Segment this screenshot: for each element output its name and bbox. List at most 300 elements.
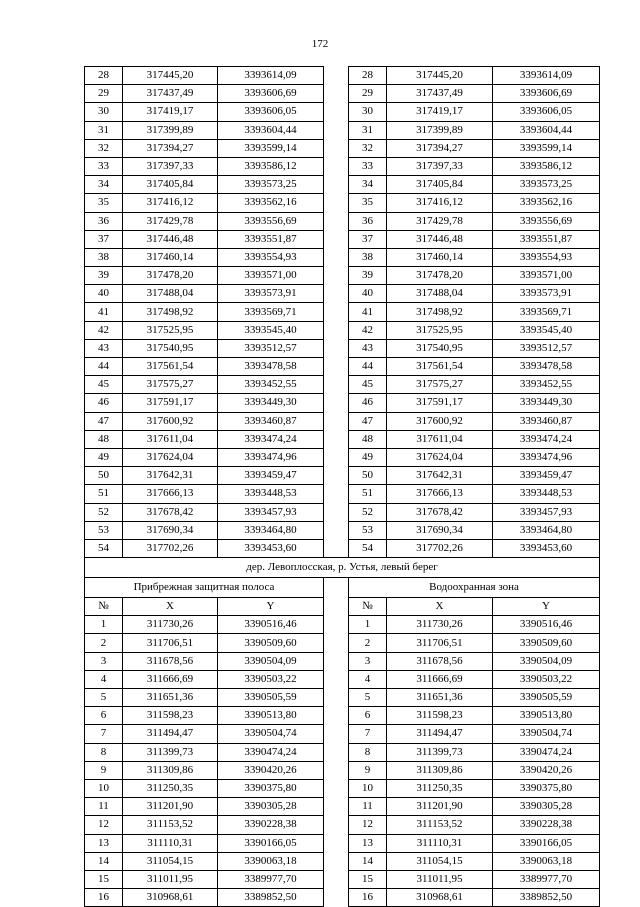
right-x-value: 317446,48 (387, 230, 493, 248)
header-row (85, 598, 600, 616)
gap-cell (324, 303, 349, 321)
right-point-number: 16 (349, 889, 387, 907)
right-point-number: 51 (349, 485, 387, 503)
right-point-number: 42 (349, 321, 387, 339)
left-y-value: 3390228,38 (218, 816, 324, 834)
left-point-number: 29 (85, 85, 123, 103)
table-row (85, 85, 600, 103)
gap-cell (324, 67, 349, 85)
left-y-value: 3390509,60 (218, 634, 324, 652)
gap-cell (324, 670, 349, 688)
section-title-row (85, 558, 600, 578)
right-x-value: 317624,04 (387, 448, 493, 466)
table-row (85, 248, 600, 266)
table-row (85, 103, 600, 121)
gap-cell (324, 743, 349, 761)
right-point-number: 35 (349, 194, 387, 212)
left-x-value: 317429,78 (123, 212, 218, 230)
table-row (85, 539, 600, 557)
left-point-number: 16 (85, 889, 123, 907)
right-x-value: 317611,04 (387, 430, 493, 448)
right-point-number: 38 (349, 248, 387, 266)
left-x-value: 317405,84 (123, 176, 218, 194)
right-x-value: 311666,69 (387, 670, 493, 688)
left-x-value: 317478,20 (123, 267, 218, 285)
left-y-value: 3390375,80 (218, 779, 324, 797)
left-point-number: 31 (85, 121, 123, 139)
right-y-value: 3390504,09 (493, 652, 600, 670)
left-y-value: 3393464,80 (218, 521, 324, 539)
left-y-value: 3393478,58 (218, 358, 324, 376)
left-point-number: 13 (85, 834, 123, 852)
left-x-value: 311054,15 (123, 852, 218, 870)
right-point-number: 5 (349, 689, 387, 707)
gap-cell (324, 798, 349, 816)
right-x-value: 317394,27 (387, 139, 493, 157)
right-x-value: 311054,15 (387, 852, 493, 870)
left-y-value: 3393586,12 (218, 157, 324, 175)
left-x-value: 311666,69 (123, 670, 218, 688)
table-row (85, 503, 600, 521)
left-y-value: 3393554,93 (218, 248, 324, 266)
right-x-value: 317690,34 (387, 521, 493, 539)
left-header-x: X (123, 598, 218, 616)
left-point-number: 10 (85, 779, 123, 797)
coordinates-table (84, 66, 600, 907)
table-row (85, 816, 600, 834)
left-y-value: 3393599,14 (218, 139, 324, 157)
left-x-value: 317561,54 (123, 358, 218, 376)
right-x-value: 317478,20 (387, 267, 493, 285)
right-x-value: 311309,86 (387, 761, 493, 779)
table-row (85, 376, 600, 394)
table-row (85, 267, 600, 285)
right-y-value: 3393604,44 (493, 121, 600, 139)
left-y-value: 3393460,87 (218, 412, 324, 430)
gap-cell (324, 503, 349, 521)
gap-cell (324, 578, 349, 598)
right-header-y: Y (493, 598, 600, 616)
right-x-value: 310968,61 (387, 889, 493, 907)
table-row (85, 852, 600, 870)
right-point-number: 7 (349, 725, 387, 743)
table-row (85, 889, 600, 907)
right-y-value: 3390166,05 (493, 834, 600, 852)
left-point-number: 30 (85, 103, 123, 121)
right-point-number: 30 (349, 103, 387, 121)
left-y-value: 3393571,00 (218, 267, 324, 285)
left-point-number: 28 (85, 67, 123, 85)
left-header-no: № (85, 598, 123, 616)
section-title: дер. Левоплосская, р. Устья, левый берег (85, 558, 600, 578)
left-x-value: 317702,26 (123, 539, 218, 557)
left-point-number: 33 (85, 157, 123, 175)
table-row (85, 157, 600, 175)
right-y-value: 3390063,18 (493, 852, 600, 870)
top-rows (85, 67, 600, 558)
right-point-number: 49 (349, 448, 387, 466)
right-point-number: 43 (349, 339, 387, 357)
right-y-value: 3393460,87 (493, 412, 600, 430)
left-x-value: 317540,95 (123, 339, 218, 357)
right-y-value: 3393606,69 (493, 85, 600, 103)
gap-cell (324, 230, 349, 248)
right-y-value: 3393452,55 (493, 376, 600, 394)
right-x-value: 317678,42 (387, 503, 493, 521)
right-y-value: 3393599,14 (493, 139, 600, 157)
left-point-number: 49 (85, 448, 123, 466)
left-y-value: 3393452,55 (218, 376, 324, 394)
right-point-number: 32 (349, 139, 387, 157)
right-point-number: 15 (349, 870, 387, 888)
gap-cell (324, 539, 349, 557)
gap-cell (324, 634, 349, 652)
right-x-value: 311011,95 (387, 870, 493, 888)
right-point-number: 3 (349, 652, 387, 670)
right-y-value: 3393448,53 (493, 485, 600, 503)
gap-cell (324, 394, 349, 412)
right-x-value: 311678,56 (387, 652, 493, 670)
left-point-number: 15 (85, 870, 123, 888)
left-x-value: 311598,23 (123, 707, 218, 725)
right-x-value: 311598,23 (387, 707, 493, 725)
left-x-value: 317397,33 (123, 157, 218, 175)
gap-cell (324, 248, 349, 266)
left-header-y: Y (218, 598, 324, 616)
left-y-value: 3393512,57 (218, 339, 324, 357)
right-point-number: 1 (349, 616, 387, 634)
gap-cell (324, 598, 349, 616)
left-point-number: 39 (85, 267, 123, 285)
gap-cell (324, 121, 349, 139)
page-number: 172 (311, 38, 329, 50)
table-row (85, 725, 600, 743)
table-row (85, 634, 600, 652)
left-y-value: 3389977,70 (218, 870, 324, 888)
gap-cell (324, 816, 349, 834)
right-point-number: 8 (349, 743, 387, 761)
gap-cell (324, 616, 349, 634)
right-point-number: 33 (349, 157, 387, 175)
right-x-value: 311494,47 (387, 725, 493, 743)
left-x-value: 317437,49 (123, 85, 218, 103)
left-y-value: 3390513,80 (218, 707, 324, 725)
table-row (85, 779, 600, 797)
left-x-value: 317591,17 (123, 394, 218, 412)
left-y-value: 3390420,26 (218, 761, 324, 779)
left-y-value: 3393459,47 (218, 467, 324, 485)
right-y-value: 3393459,47 (493, 467, 600, 485)
left-point-number: 6 (85, 707, 123, 725)
right-x-value: 317437,49 (387, 85, 493, 103)
left-point-number: 14 (85, 852, 123, 870)
left-point-number: 9 (85, 761, 123, 779)
left-point-number: 43 (85, 339, 123, 357)
table-row (85, 689, 600, 707)
left-y-value: 3390305,28 (218, 798, 324, 816)
left-y-value: 3393545,40 (218, 321, 324, 339)
gap-cell (324, 761, 349, 779)
left-x-value: 311678,56 (123, 652, 218, 670)
gap-cell (324, 85, 349, 103)
right-point-number: 39 (349, 267, 387, 285)
gap-cell (324, 267, 349, 285)
right-x-value: 317600,92 (387, 412, 493, 430)
left-point-number: 47 (85, 412, 123, 430)
left-point-number: 48 (85, 430, 123, 448)
table-row (85, 339, 600, 357)
left-x-value: 317575,27 (123, 376, 218, 394)
gap-cell (324, 521, 349, 539)
left-point-number: 2 (85, 634, 123, 652)
left-y-value: 3390063,18 (218, 852, 324, 870)
right-x-value: 317460,14 (387, 248, 493, 266)
right-point-number: 48 (349, 430, 387, 448)
right-x-value: 311651,36 (387, 689, 493, 707)
gap-cell (324, 485, 349, 503)
right-point-number: 44 (349, 358, 387, 376)
right-point-number: 13 (349, 834, 387, 852)
left-point-number: 34 (85, 176, 123, 194)
right-y-value: 3389852,50 (493, 889, 600, 907)
left-point-number: 51 (85, 485, 123, 503)
left-y-value: 3393562,16 (218, 194, 324, 212)
table-row (85, 394, 600, 412)
right-y-value: 3393614,09 (493, 67, 600, 85)
left-y-value: 3393573,91 (218, 285, 324, 303)
left-y-value: 3393448,53 (218, 485, 324, 503)
right-x-value: 317445,20 (387, 67, 493, 85)
left-x-value: 317525,95 (123, 321, 218, 339)
left-x-value: 317678,42 (123, 503, 218, 521)
left-point-number: 3 (85, 652, 123, 670)
left-y-value: 3390504,09 (218, 652, 324, 670)
right-y-value: 3393606,05 (493, 103, 600, 121)
left-y-value: 3390503,22 (218, 670, 324, 688)
gap-cell (324, 339, 349, 357)
left-point-number: 41 (85, 303, 123, 321)
table-row (85, 448, 600, 466)
left-x-value: 317460,14 (123, 248, 218, 266)
right-x-value: 317399,89 (387, 121, 493, 139)
right-x-value: 317642,31 (387, 467, 493, 485)
gap-cell (324, 889, 349, 907)
right-x-value: 311153,52 (387, 816, 493, 834)
right-x-value: 317591,17 (387, 394, 493, 412)
gap-cell (324, 448, 349, 466)
right-point-number: 37 (349, 230, 387, 248)
gap-cell (324, 707, 349, 725)
right-point-number: 14 (349, 852, 387, 870)
right-header-no: № (349, 598, 387, 616)
table-row (85, 834, 600, 852)
right-point-number: 50 (349, 467, 387, 485)
table-row (85, 194, 600, 212)
gap-cell (324, 870, 349, 888)
gap-cell (324, 689, 349, 707)
left-y-value: 3393457,93 (218, 503, 324, 521)
left-y-value: 3393453,60 (218, 539, 324, 557)
right-y-value: 3393573,25 (493, 176, 600, 194)
right-point-number: 12 (349, 816, 387, 834)
right-y-value: 3390505,59 (493, 689, 600, 707)
left-y-value: 3390166,05 (218, 834, 324, 852)
gap-cell (324, 725, 349, 743)
right-x-value: 317416,12 (387, 194, 493, 212)
right-point-number: 11 (349, 798, 387, 816)
right-y-value: 3393474,96 (493, 448, 600, 466)
right-point-number: 9 (349, 761, 387, 779)
right-point-number: 4 (349, 670, 387, 688)
left-y-value: 3393604,44 (218, 121, 324, 139)
right-point-number: 41 (349, 303, 387, 321)
table-row (85, 521, 600, 539)
right-x-value: 311201,90 (387, 798, 493, 816)
table-row (85, 176, 600, 194)
table-row (85, 430, 600, 448)
left-x-value: 317666,13 (123, 485, 218, 503)
right-y-value: 3393453,60 (493, 539, 600, 557)
right-y-value: 3390305,28 (493, 798, 600, 816)
right-point-number: 54 (349, 539, 387, 557)
right-x-value: 311250,35 (387, 779, 493, 797)
left-y-value: 3390516,46 (218, 616, 324, 634)
left-x-value: 311250,35 (123, 779, 218, 797)
right-x-value: 317498,92 (387, 303, 493, 321)
left-point-number: 32 (85, 139, 123, 157)
table-row (85, 670, 600, 688)
right-y-value: 3390509,60 (493, 634, 600, 652)
right-x-value: 311399,73 (387, 743, 493, 761)
gap-cell (324, 139, 349, 157)
gap-cell (324, 430, 349, 448)
right-y-value: 3390503,22 (493, 670, 600, 688)
left-point-number: 5 (85, 689, 123, 707)
left-y-value: 3390505,59 (218, 689, 324, 707)
right-y-value: 3390513,80 (493, 707, 600, 725)
right-point-number: 34 (349, 176, 387, 194)
table-row (85, 412, 600, 430)
left-y-value: 3393573,25 (218, 176, 324, 194)
zone-title-row (85, 578, 600, 598)
left-y-value: 3390474,24 (218, 743, 324, 761)
right-x-value: 317397,33 (387, 157, 493, 175)
table-row (85, 321, 600, 339)
right-point-number: 31 (349, 121, 387, 139)
right-x-value: 317419,17 (387, 103, 493, 121)
right-y-value: 3393562,16 (493, 194, 600, 212)
bottom-section (85, 558, 600, 616)
left-point-number: 4 (85, 670, 123, 688)
right-header-x: X (387, 598, 493, 616)
left-point-number: 40 (85, 285, 123, 303)
right-y-value: 3393556,69 (493, 212, 600, 230)
left-x-value: 311309,86 (123, 761, 218, 779)
table-row (85, 743, 600, 761)
table-row (85, 212, 600, 230)
table-row (85, 67, 600, 85)
left-y-value: 3393449,30 (218, 394, 324, 412)
table-row (85, 230, 600, 248)
right-point-number: 6 (349, 707, 387, 725)
table-row (85, 139, 600, 157)
right-x-value: 317702,26 (387, 539, 493, 557)
left-x-value: 311651,36 (123, 689, 218, 707)
right-y-value: 3393573,91 (493, 285, 600, 303)
gap-cell (324, 852, 349, 870)
gap-cell (324, 321, 349, 339)
table-row (85, 707, 600, 725)
gap-cell (324, 176, 349, 194)
table-row (85, 652, 600, 670)
left-point-number: 42 (85, 321, 123, 339)
left-y-value: 3390504,74 (218, 725, 324, 743)
left-point-number: 35 (85, 194, 123, 212)
left-y-value: 3393606,05 (218, 103, 324, 121)
bottom-rows (85, 616, 600, 907)
left-x-value: 317498,92 (123, 303, 218, 321)
table-row (85, 121, 600, 139)
gap-cell (324, 212, 349, 230)
right-y-value: 3390474,24 (493, 743, 600, 761)
right-y-value: 3393571,00 (493, 267, 600, 285)
table-row (85, 870, 600, 888)
left-x-value: 317399,89 (123, 121, 218, 139)
left-point-number: 45 (85, 376, 123, 394)
gap-cell (324, 834, 349, 852)
table-row (85, 358, 600, 376)
left-point-number: 54 (85, 539, 123, 557)
table-row (85, 761, 600, 779)
right-y-value: 3393449,30 (493, 394, 600, 412)
right-point-number: 36 (349, 212, 387, 230)
left-point-number: 1 (85, 616, 123, 634)
right-y-value: 3390516,46 (493, 616, 600, 634)
right-x-value: 317488,04 (387, 285, 493, 303)
right-y-value: 3393569,71 (493, 303, 600, 321)
gap-cell (324, 194, 349, 212)
left-y-value: 3393551,87 (218, 230, 324, 248)
right-y-value: 3393474,24 (493, 430, 600, 448)
right-point-number: 45 (349, 376, 387, 394)
left-x-value: 317611,04 (123, 430, 218, 448)
right-x-value: 317561,54 (387, 358, 493, 376)
right-y-value: 3393545,40 (493, 321, 600, 339)
right-y-value: 3390228,38 (493, 816, 600, 834)
right-point-number: 10 (349, 779, 387, 797)
left-y-value: 3393606,69 (218, 85, 324, 103)
right-y-value: 3393551,87 (493, 230, 600, 248)
gap-cell (324, 285, 349, 303)
left-x-value: 311153,52 (123, 816, 218, 834)
right-y-value: 3390504,74 (493, 725, 600, 743)
left-x-value: 311706,51 (123, 634, 218, 652)
right-y-value: 3389977,70 (493, 870, 600, 888)
right-y-value: 3393457,93 (493, 503, 600, 521)
gap-cell (324, 779, 349, 797)
left-y-value: 3393569,71 (218, 303, 324, 321)
right-x-value: 311110,31 (387, 834, 493, 852)
gap-cell (324, 467, 349, 485)
table-row (85, 798, 600, 816)
right-x-value: 311730,26 (387, 616, 493, 634)
left-point-number: 50 (85, 467, 123, 485)
right-x-value: 317575,27 (387, 376, 493, 394)
right-x-value: 317429,78 (387, 212, 493, 230)
left-y-value: 3389852,50 (218, 889, 324, 907)
table-row (85, 616, 600, 634)
left-point-number: 52 (85, 503, 123, 521)
